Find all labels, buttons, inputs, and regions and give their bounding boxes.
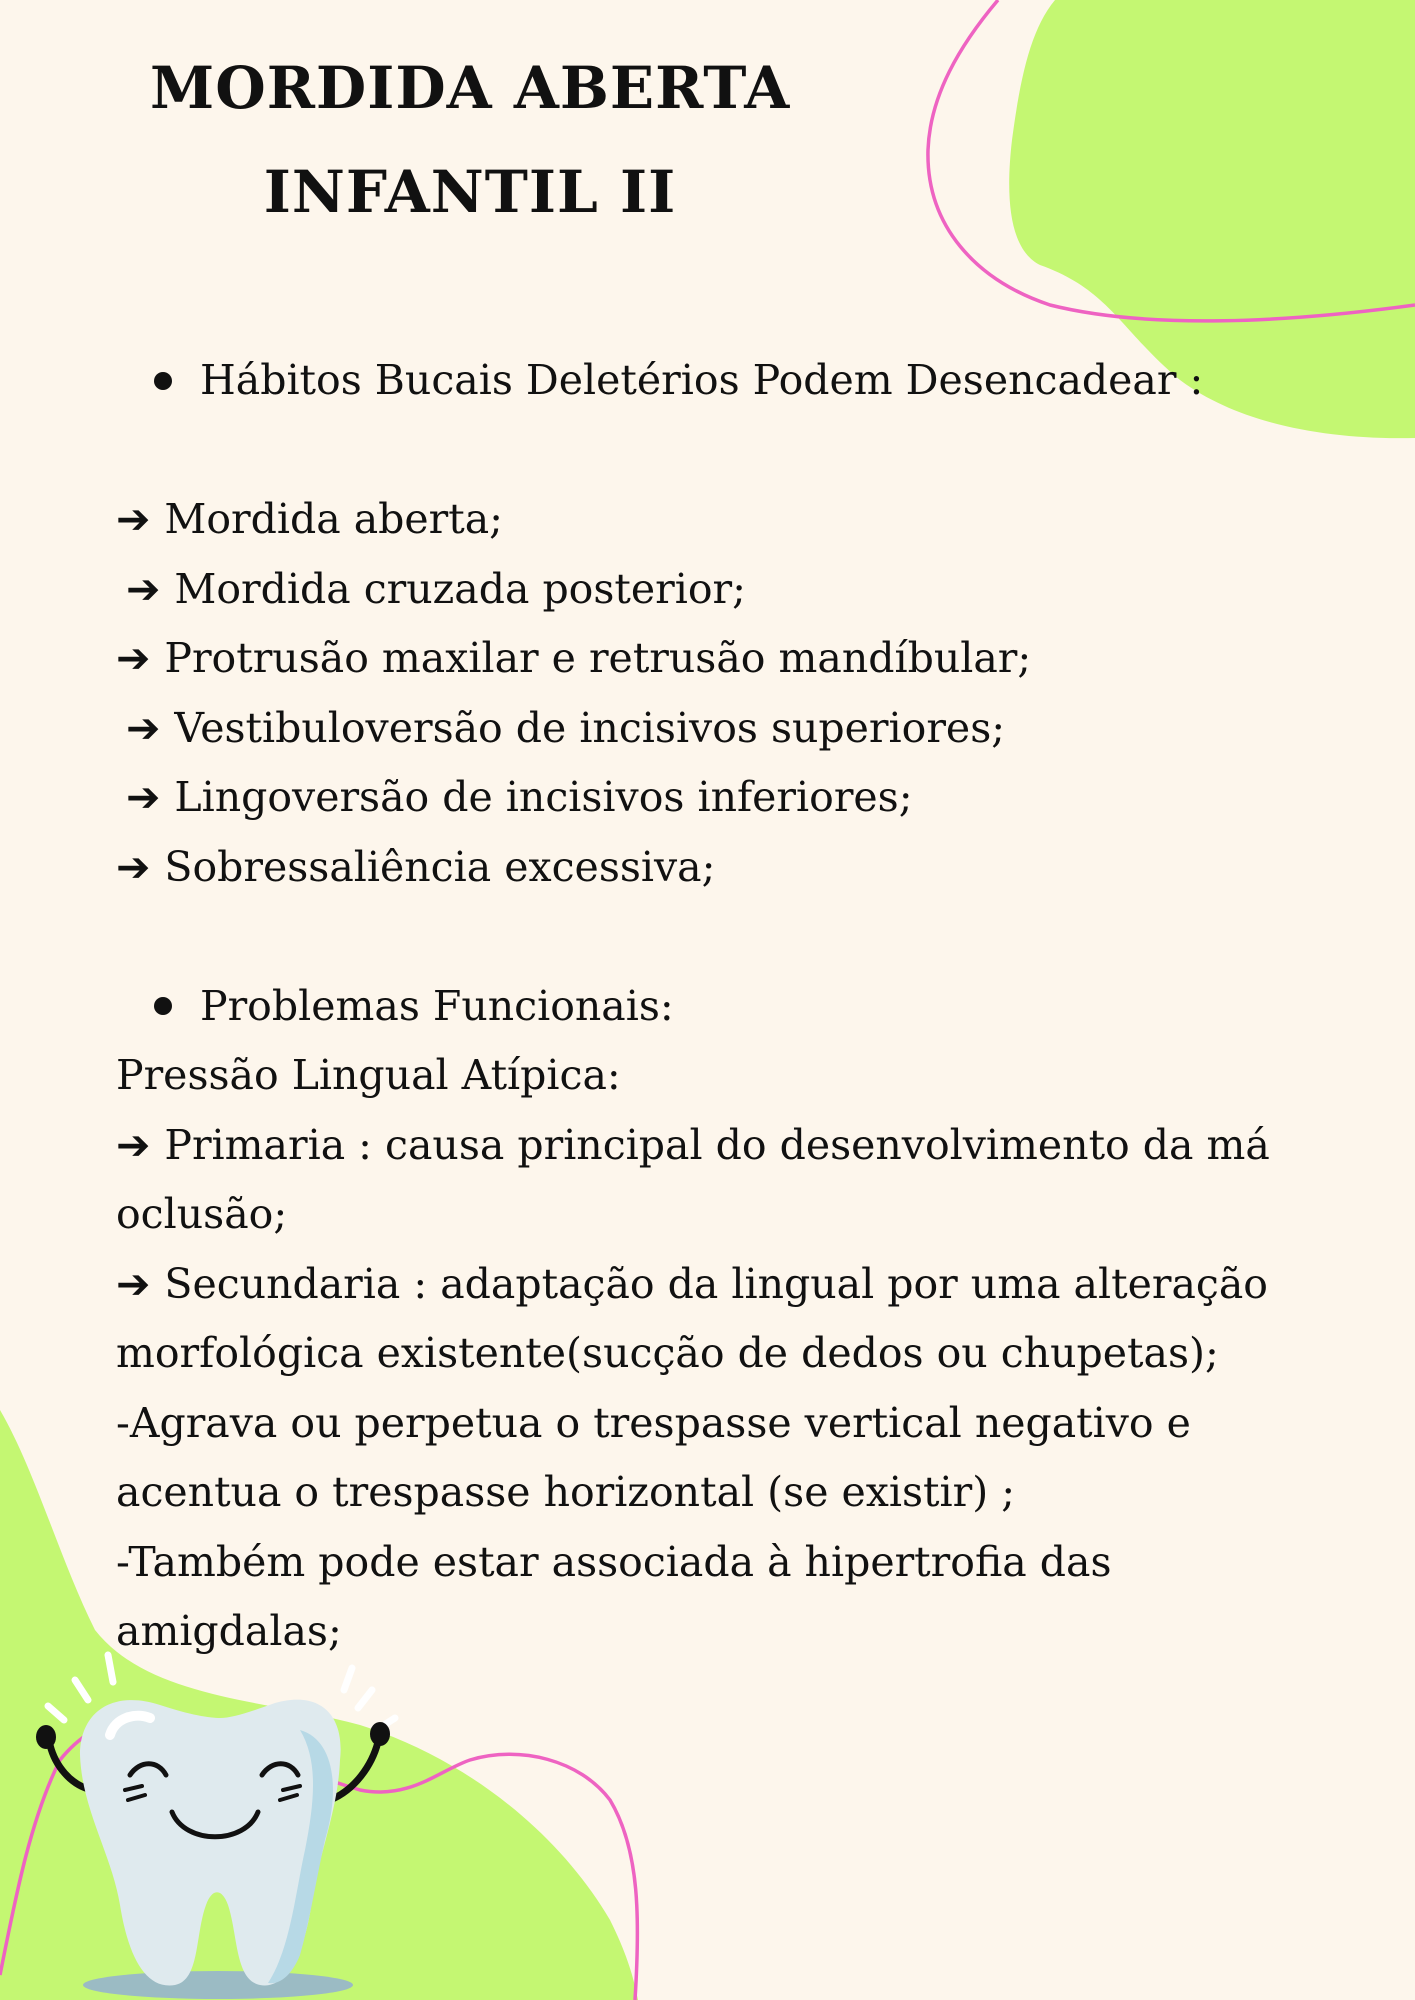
page-title <box>150 36 790 244</box>
arrow-right-icon: ➔ <box>116 634 151 682</box>
arrow-right-icon: ➔ <box>116 1120 151 1169</box>
page-title-line-1: MORDIDA ABERTA <box>150 54 791 122</box>
paragraph-line: oclusão; <box>116 1190 288 1238</box>
list-item-text: Protrusão maxilar e retrusão mandíbular; <box>164 634 1032 682</box>
list-item-text: Mordida cruzada posterior; <box>174 564 746 613</box>
list-item-text: Sobressaliência excessiva; <box>164 842 716 891</box>
section-2-heading-text: Problemas Funcionais: <box>200 981 674 1030</box>
section-2-heading <box>116 972 1376 1042</box>
spacer <box>116 902 1376 972</box>
list-item <box>116 555 1376 625</box>
page-title-line-2: INFANTIL II <box>263 158 677 226</box>
paragraph-line <box>116 1250 1376 1320</box>
arrow-right-icon: ➔ <box>126 773 161 821</box>
list-item-text: Vestibuloversão de incisivos superiores; <box>174 703 1006 752</box>
list-item <box>116 694 1376 764</box>
spacer <box>116 416 1376 486</box>
paragraph-line-text: Secundaria : adaptação da lingual por uma alteração <box>164 1259 1268 1308</box>
arrow-right-icon: ➔ <box>126 703 161 752</box>
list-item-text: Mordida aberta; <box>164 495 503 543</box>
arrow-right-icon: ➔ <box>116 842 151 891</box>
list-item <box>116 763 1376 833</box>
section-2-subheading: Pressão Lingual Atípica: <box>116 1051 621 1099</box>
arrow-right-icon: ➔ <box>116 495 151 543</box>
paragraph-line: -Também pode estar associada à hipertrofia das <box>116 1537 1112 1586</box>
list-item <box>116 624 1376 694</box>
paragraph-line-text: Primaria : causa principal do desenvolvimento da má <box>164 1120 1270 1169</box>
arrow-right-icon: ➔ <box>116 1259 151 1308</box>
list-item <box>116 833 1376 903</box>
document-body <box>116 346 1376 1667</box>
bullet-dot-icon <box>154 372 172 390</box>
section-1-heading-text: Hábitos Bucais Deletérios Podem Desencadear : <box>200 356 1204 404</box>
list-item-text: Lingoversão de incisivos inferiores; <box>174 773 913 821</box>
arrow-right-icon: ➔ <box>126 564 161 613</box>
section-1-heading <box>116 346 1376 416</box>
paragraph-line: amigdalas; <box>116 1607 342 1655</box>
bullet-dot-icon <box>154 997 172 1015</box>
list-item <box>116 485 1376 555</box>
paragraph-line <box>116 1111 1376 1181</box>
paragraph-line: -Agrava ou perpetua o trespasse vertical negativo e <box>116 1398 1191 1447</box>
paragraph-line: morfológica existente(sucção de dedos ou chupetas); <box>116 1329 1219 1377</box>
paragraph-line: acentua o trespasse horizontal (se existir) ; <box>116 1468 1016 1516</box>
